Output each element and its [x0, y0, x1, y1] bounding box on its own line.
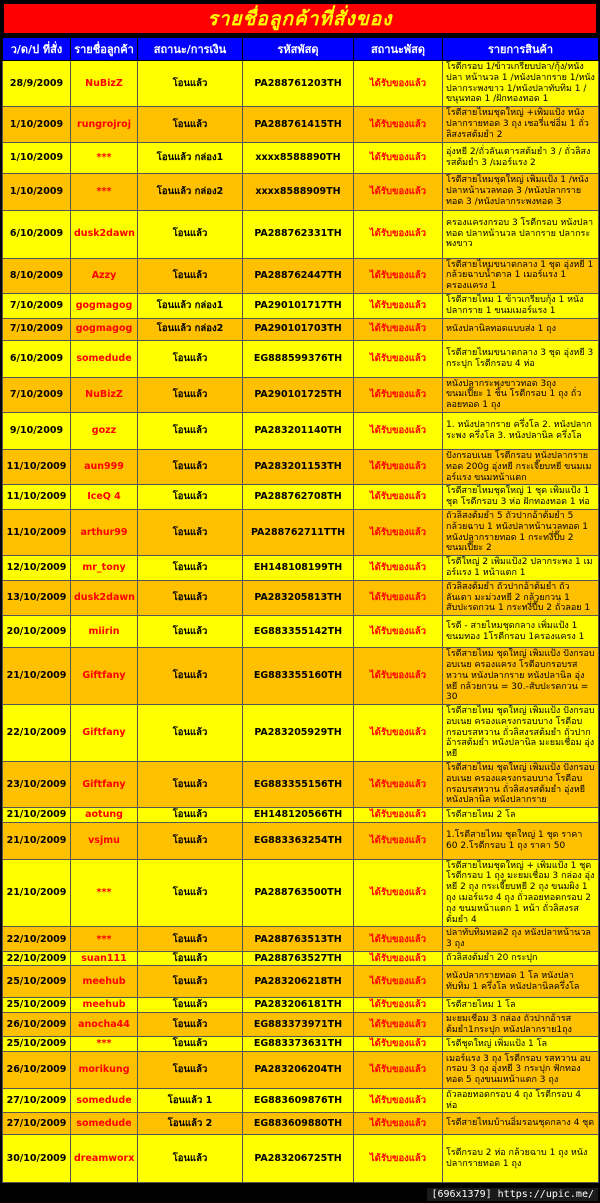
cell-customer: Azzy [71, 258, 138, 293]
cell-customer: Giftfany [71, 705, 138, 762]
cell-items: โรตีสายไหมชุดใหญ่ 1 ชุด เพิ่มแป้ง 1 ชุด โรตีกรอบ 3 ห่อ ฝักทองทอด 1 ห่อ [443, 485, 599, 510]
cell-date: 27/10/2009 [3, 1088, 71, 1113]
cell-items: โรตีชุดใหญ่ เพิ่มแป้ง 1 โล [443, 1037, 599, 1051]
cell-parcel-status: ได้รับของแล้ว [354, 927, 443, 952]
cell-parcel-status: ได้รับของแล้ว [354, 966, 443, 998]
cell-date: 27/10/2009 [3, 1113, 71, 1135]
cell-items: หนังปลานิลทอดแบบส่ง 1 ถุง [443, 318, 599, 340]
col-header-items: รายการสินค้า [443, 38, 599, 61]
cell-customer: aotung [71, 808, 138, 822]
cell-parcel-status: ได้รับของแล้ว [354, 1051, 443, 1088]
cell-parcel-status: ได้รับของแล้ว [354, 412, 443, 449]
cell-date: 1/10/2009 [3, 142, 71, 173]
cell-parcel-status: ได้รับของแล้ว [354, 142, 443, 173]
cell-date: 25/10/2009 [3, 966, 71, 998]
cell-customer: gogmagog [71, 293, 138, 318]
cell-payment-status: โอนแล้ว [138, 966, 243, 998]
cell-items: โรตีสายไหมขนาดกลาง 1 ชุด อุ่งหยี 1 กล้วยฉาบน้ำตาล 1 เมอร์แรง 1 ครองแครง 1 [443, 258, 599, 293]
table-row [3, 412, 599, 449]
table-row [3, 556, 599, 581]
cell-tracking-number: EG883355156TH [243, 762, 354, 808]
cell-tracking-number: PA283205929TH [243, 705, 354, 762]
table-row [3, 705, 599, 762]
cell-customer: gogmagog [71, 318, 138, 340]
col-header-tracking: รหัสพัสดุ [243, 38, 354, 61]
table-row [3, 61, 599, 107]
cell-parcel-status: ได้รับของแล้ว [354, 1135, 443, 1183]
table-row [3, 580, 599, 615]
cell-items: โรตีสายไหม ชุดใหญ่ เพิ่มแป้ง ปังกรอบอบเนย ครองแครง โรตีอบกรอบรสหวาน หนังปลากราย หนังปลานิล อุ่งหยี กล้วยกวน = 30.-สับปะรดกวน = 30 [443, 648, 599, 705]
cell-date: 26/10/2009 [3, 1051, 71, 1088]
cell-date: 11/10/2009 [3, 449, 71, 484]
cell-tracking-number: PA283206204TH [243, 1051, 354, 1088]
cell-payment-status: โอนแล้ว กล่อง2 [138, 318, 243, 340]
cell-customer: Giftfany [71, 762, 138, 808]
cell-tracking-number: PA283201153TH [243, 449, 354, 484]
table-row [3, 1051, 599, 1088]
table-row [3, 1113, 599, 1135]
cell-date: 6/10/2009 [3, 210, 71, 258]
cell-tracking-number: PA288761203TH [243, 61, 354, 107]
table-row [3, 318, 599, 340]
cell-tracking-number: PA288762711TTH [243, 509, 354, 555]
cell-date: 28/9/2009 [3, 61, 71, 107]
image-host-footer: [696x1379] https://upic.me/ [427, 1188, 598, 1201]
cell-customer: anocha44 [71, 1012, 138, 1037]
cell-customer: IceQ 4 [71, 485, 138, 510]
cell-items: เมอร์แรง 3 ถุง โรตีกรอบ รสหวาน อบกรอบ 3 ถุง อุ่งหยี 3 กระปุก ฟักทองทอด 5 ถุงขนมหน้าแตก 3 ถุง [443, 1051, 599, 1088]
cell-items: ถั่วลิสงต้มยำ ถั่วปากอ้าต้มยำ ถั่วลันเตา มะม่วงหยี 2 กล้วยกวน 1 สับปะรดกวน 1 กระทงี่ปี๊บ 2 ถั่วลอย 1 [443, 580, 599, 615]
table-row [3, 293, 599, 318]
cell-payment-status: โอนแล้ว กล่อง2 [138, 173, 243, 210]
cell-date: 13/10/2009 [3, 580, 71, 615]
table-row [3, 859, 599, 927]
cell-date: 21/10/2009 [3, 808, 71, 822]
cell-payment-status: โอนแล้ว [138, 1037, 243, 1051]
table-row [3, 509, 599, 555]
cell-items: โรตีสายไหม ชุดใหญ่ เพิ่มแป้ง ปังกรอบอบเนย ครองแครงกรอบบาง โรตีอบกรอบรสหวาน ถั่วลิสงรสต้มยำ ถั่วปากอ้ารสต้มยำ หนังปลานิล มะยมเชื่อม อุ่งหยี [443, 705, 599, 762]
cell-payment-status: โอนแล้ว [138, 377, 243, 412]
cell-tracking-number: PA290101725TH [243, 377, 354, 412]
cell-date: 21/10/2009 [3, 859, 71, 927]
cell-parcel-status: ได้รับของแล้ว [354, 377, 443, 412]
cell-customer: *** [71, 1037, 138, 1051]
cell-items: โรตีใหญ่ 2 เพิ่มแป้ง2 ปลากระพง 1 เมอร์แรง 1 หน้าแตก 1 [443, 556, 599, 581]
cell-tracking-number: PA290101717TH [243, 293, 354, 318]
table-row [3, 998, 599, 1012]
cell-parcel-status: ได้รับของแล้ว [354, 822, 443, 859]
cell-customer: Giftfany [71, 648, 138, 705]
cell-items: ถั่วลิสงต้มยำ 20 กระปุก [443, 952, 599, 966]
cell-customer: *** [71, 173, 138, 210]
cell-date: 25/10/2009 [3, 1037, 71, 1051]
cell-parcel-status: ได้รับของแล้ว [354, 762, 443, 808]
cell-items: ปลาทับทิมทอด2 ถุง หนังปลาหน้านวล 3 ถุง [443, 927, 599, 952]
cell-parcel-status: ได้รับของแล้ว [354, 580, 443, 615]
table-row [3, 648, 599, 705]
cell-tracking-number: EG883373631TH [243, 1037, 354, 1051]
cell-parcel-status: ได้รับของแล้ว [354, 173, 443, 210]
cell-payment-status: โอนแล้ว [138, 859, 243, 927]
orders-table [2, 37, 599, 1183]
cell-items: โรตีกรอบ 1/ข้าวเกรียบปลา/กุ้ง/หนังปลา หน้านวล 1 /หนังปลากราย 1/หนังปลากระพงขาว 1/หนังปลาทับทิม 1 /ขนุนทอด 1 /ฝักทองทอด 1 [443, 61, 599, 107]
cell-items: โรตีสายไหมชุดใหญ่ + เพิ่มแป้ง 1 ชุด โรตีกรอบ 1 ถุง มะยมเชื่อม 3 กล่อง อุ่งหยี 2 ถุง กระเจี๊ยบหยี 2 ถุง ขนมผิง 1 ถุง เมอร์แรง 4 ถุง ถั่วลอยทอดกรอบ 2 ถุง ขนมหน้าแตก 1 หน้า ถั่วลิสงรสต้มยำ 4 [443, 859, 599, 927]
cell-tracking-number: PA290101703TH [243, 318, 354, 340]
cell-parcel-status: ได้รับของแล้ว [354, 1037, 443, 1051]
cell-payment-status: โอนแล้ว [138, 648, 243, 705]
cell-payment-status: โอนแล้ว [138, 616, 243, 648]
table-row [3, 952, 599, 966]
table-row [3, 340, 599, 377]
table-body [3, 61, 599, 1183]
cell-payment-status: โอนแล้ว [138, 107, 243, 142]
cell-customer: NuBizZ [71, 61, 138, 107]
sheet-title: รายชื่อลูกค้าที่สั่งของ [2, 2, 598, 35]
cell-customer: miirin [71, 616, 138, 648]
cell-customer: dusk2dawn [71, 580, 138, 615]
cell-parcel-status: ได้รับของแล้ว [354, 1113, 443, 1135]
cell-customer: dreamworx [71, 1135, 138, 1183]
table-row [3, 107, 599, 142]
cell-tracking-number: xxxx8588890TH [243, 142, 354, 173]
cell-parcel-status: ได้รับของแล้ว [354, 998, 443, 1012]
cell-date: 1/10/2009 [3, 107, 71, 142]
cell-parcel-status: ได้รับของแล้ว [354, 952, 443, 966]
cell-tracking-number: PA283206725TH [243, 1135, 354, 1183]
table-row [3, 210, 599, 258]
cell-parcel-status: ได้รับของแล้ว [354, 258, 443, 293]
cell-parcel-status: ได้รับของแล้ว [354, 616, 443, 648]
cell-payment-status: โอนแล้ว [138, 952, 243, 966]
table-row [3, 173, 599, 210]
cell-payment-status: โอนแล้ว [138, 705, 243, 762]
cell-parcel-status: ได้รับของแล้ว [354, 340, 443, 377]
table-row [3, 1012, 599, 1037]
table-row [3, 808, 599, 822]
cell-tracking-number: EG883609876TH [243, 1088, 354, 1113]
cell-payment-status: โอนแล้ว [138, 449, 243, 484]
cell-items: โรตีสายไหม 1 ข้าวเกรียบกุ้ง 1 หนังปลากราย 1 ขนมเมอร์แรง 1 [443, 293, 599, 318]
cell-date: 8/10/2009 [3, 258, 71, 293]
cell-payment-status: โอนแล้ว 1 [138, 1088, 243, 1113]
cell-customer: somedude [71, 340, 138, 377]
cell-date: 23/10/2009 [3, 762, 71, 808]
cell-date: 7/10/2009 [3, 293, 71, 318]
cell-parcel-status: ได้รับของแล้ว [354, 107, 443, 142]
cell-tracking-number: PA288763527TH [243, 952, 354, 966]
cell-tracking-number: EH148120566TH [243, 808, 354, 822]
cell-parcel-status: ได้รับของแล้ว [354, 293, 443, 318]
cell-payment-status: โอนแล้ว [138, 808, 243, 822]
cell-payment-status: โอนแล้ว [138, 1051, 243, 1088]
cell-parcel-status: ได้รับของแล้ว [354, 509, 443, 555]
cell-date: 25/10/2009 [3, 998, 71, 1012]
cell-parcel-status: ได้รับของแล้ว [354, 705, 443, 762]
cell-tracking-number: EG883373971TH [243, 1012, 354, 1037]
table-row [3, 1088, 599, 1113]
cell-customer: aun999 [71, 449, 138, 484]
cell-parcel-status: ได้รับของแล้ว [354, 1088, 443, 1113]
cell-payment-status: โอนแล้ว [138, 509, 243, 555]
cell-payment-status: โอนแล้ว [138, 998, 243, 1012]
cell-tracking-number: EG883609880TH [243, 1113, 354, 1135]
cell-date: 22/10/2009 [3, 927, 71, 952]
cell-date: 22/10/2009 [3, 705, 71, 762]
cell-items: โรตีสายไหม 1 โล [443, 998, 599, 1012]
cell-payment-status: โอนแล้ว [138, 412, 243, 449]
cell-items: ปังกรอบเนย โรตีกรอบ หนังปลากรายทอด 200g อุ่งหยี กระเจี๊ยบหยี ขนมเมอร์แรง ขนมหน้าแตก [443, 449, 599, 484]
cell-date: 9/10/2009 [3, 412, 71, 449]
cell-tracking-number: EH148108199TH [243, 556, 354, 581]
cell-items: โรตีกรอบ 2 ห่อ กล้วยฉาบ 1 ถุง หนังปลากรายทอด 1 ถุง [443, 1135, 599, 1183]
cell-payment-status: โอนแล้ว [138, 822, 243, 859]
cell-items: โรตีสายไหม 2 โล [443, 808, 599, 822]
cell-tracking-number: PA288762447TH [243, 258, 354, 293]
cell-parcel-status: ได้รับของแล้ว [354, 556, 443, 581]
table-row [3, 449, 599, 484]
table-row [3, 1135, 599, 1183]
cell-tracking-number: PA283201140TH [243, 412, 354, 449]
cell-items: 1. หนังปลากราย ครึ่งโล 2. หนังปลากระพง ครึ่งโล 3. หนังปลานิล ครึ่งโล [443, 412, 599, 449]
table-row [3, 258, 599, 293]
cell-payment-status: โอนแล้ว [138, 1135, 243, 1183]
cell-payment-status: โอนแล้ว [138, 1012, 243, 1037]
cell-date: 26/10/2009 [3, 1012, 71, 1037]
cell-customer: somedude [71, 1088, 138, 1113]
cell-parcel-status: ได้รับของแล้ว [354, 1012, 443, 1037]
cell-customer: mr_tony [71, 556, 138, 581]
cell-customer: arthur99 [71, 509, 138, 555]
cell-date: 20/10/2009 [3, 616, 71, 648]
cell-parcel-status: ได้รับของแล้ว [354, 808, 443, 822]
cell-tracking-number: EG888599376TH [243, 340, 354, 377]
cell-date: 11/10/2009 [3, 509, 71, 555]
cell-items: โรตีสายไหม ชุดใหญ่ เพิ่มแป้ง ปังกรอบอบเนย ครองแครงกรอบบาง โรตีอบกรอบรสหวาน ถั่วลิสงรสต้มยำ อุ่งหยี หนังปลานิล หนังปลากราย [443, 762, 599, 808]
cell-customer: meehub [71, 966, 138, 998]
cell-customer: gozz [71, 412, 138, 449]
cell-customer: suan111 [71, 952, 138, 966]
cell-items: 1.โรตีสายไหม ชุดใหญ่ 1 ชุด ราคา 60 2.โรตีกรอบ 1 ถุง ราคา 50 [443, 822, 599, 859]
cell-date: 7/10/2009 [3, 377, 71, 412]
cell-customer: somedude [71, 1113, 138, 1135]
cell-tracking-number: xxxx8588909TH [243, 173, 354, 210]
table-row [3, 616, 599, 648]
cell-payment-status: โอนแล้ว [138, 210, 243, 258]
cell-date: 1/10/2009 [3, 173, 71, 210]
col-header-payment-status: สถานะ/การเงิน [138, 38, 243, 61]
cell-payment-status: โอนแล้ว [138, 927, 243, 952]
cell-tracking-number: PA288761415TH [243, 107, 354, 142]
cell-parcel-status: ได้รับของแล้ว [354, 318, 443, 340]
cell-tracking-number: PA288762331TH [243, 210, 354, 258]
col-header-parcel-status: สถานะพัสดุ [354, 38, 443, 61]
table-row [3, 966, 599, 998]
cell-tracking-number: EG883355160TH [243, 648, 354, 705]
table-row [3, 927, 599, 952]
cell-items: หนังปลากรายทอด 1 โล หนังปลาทับทิม 1 ครึ่งโล หนังปลานิลครึ่งโล [443, 966, 599, 998]
cell-customer: dusk2dawn [71, 210, 138, 258]
cell-items: หนังปลากระพงขาวทอด 3ถุง ขนมเปี๊ยะ 1 ชิ้น โรตีกรอบ 1 ถุง ถั่วลอยทอด 1 ถุง [443, 377, 599, 412]
cell-customer: *** [71, 859, 138, 927]
cell-customer: NuBizZ [71, 377, 138, 412]
table-header-row [3, 38, 599, 61]
cell-payment-status: โอนแล้ว [138, 556, 243, 581]
cell-customer: *** [71, 142, 138, 173]
cell-customer: vsjmu [71, 822, 138, 859]
cell-tracking-number: EG883363254TH [243, 822, 354, 859]
cell-payment-status: โอนแล้ว กล่อง1 [138, 142, 243, 173]
cell-payment-status: โอนแล้ว [138, 762, 243, 808]
cell-customer: rungrojroj [71, 107, 138, 142]
cell-date: 21/10/2009 [3, 822, 71, 859]
cell-items: ถั่วลอยทอดกรอบ 4 ถุง โรตีกรอบ 4 ห่อ [443, 1088, 599, 1113]
cell-tracking-number: PA283206181TH [243, 998, 354, 1012]
cell-date: 30/10/2009 [3, 1135, 71, 1183]
cell-tracking-number: PA283205813TH [243, 580, 354, 615]
cell-payment-status: โอนแล้ว [138, 485, 243, 510]
cell-date: 22/10/2009 [3, 952, 71, 966]
cell-parcel-status: ได้รับของแล้ว [354, 61, 443, 107]
cell-payment-status: โอนแล้ว กล่อง1 [138, 293, 243, 318]
cell-items: มะยมเชื่อม 3 กล่อง ถั่วปากอ้ารสต้มยำ1กระปุก หนังปลากราย1ถุง [443, 1012, 599, 1037]
cell-customer: *** [71, 927, 138, 952]
table-row [3, 377, 599, 412]
cell-customer: morikung [71, 1051, 138, 1088]
cell-date: 7/10/2009 [3, 318, 71, 340]
cell-customer: meehub [71, 998, 138, 1012]
cell-tracking-number: PA288763513TH [243, 927, 354, 952]
cell-parcel-status: ได้รับของแล้ว [354, 648, 443, 705]
cell-items: ถั่วลิสงต้มยำ 5 ถั่วปากอ้าต้มยำ 5 กล้วยฉาบ 1 หนังปลาหน้านวลทอด 1 หนังปลากรายทอด 1 กระทงี่ปี๊บ 2 ขนมเปี๊ยะ 2 [443, 509, 599, 555]
cell-parcel-status: ได้รับของแล้ว [354, 449, 443, 484]
cell-items: โรตีสายไหมขนาดกลาง 3 ชุด อุ่งหยี 3 กระปุก โรตีกรอบ 4 ห่อ [443, 340, 599, 377]
table-row [3, 485, 599, 510]
cell-items: ครองแครงกรอบ 3 โรตีกรอบ หนังปลาทอด ปลาหน้านวล ปลากราย ปลากระพงขาว [443, 210, 599, 258]
table-row [3, 762, 599, 808]
cell-items: โรตีสายไหมชุดใหญ่ เพิ่มแป้ง 1 /หนังปลาหน้านวลทอด 3 /หนังปลากรายทอด 3 /หนังปลากระพงทอด 3 [443, 173, 599, 210]
cell-payment-status: โอนแล้ว [138, 340, 243, 377]
cell-items: โรตีสายไหมบ้านอิ่มรอนชุดกลาง 4 ชุด [443, 1113, 599, 1135]
cell-tracking-number: PA288763500TH [243, 859, 354, 927]
cell-parcel-status: ได้รับของแล้ว [354, 210, 443, 258]
cell-tracking-number: PA283206218TH [243, 966, 354, 998]
cell-items: โรตีสายไหมชุดใหญ่ +เพิ่มแป้ง หนังปลากรายทอด 3 ถุง เชอรี่แช่อิ่ม 1 ถั่วลิสงรสต้มยำ 2 [443, 107, 599, 142]
cell-date: 12/10/2009 [3, 556, 71, 581]
table-row [3, 1037, 599, 1051]
table-row [3, 822, 599, 859]
col-header-date: ว/ด/ป ที่สั่ง [3, 38, 71, 61]
cell-items: โรตี - สายไหมชุดกลาง เพิ่มแป้ง 1 ขนมทอง 1โรตีกรอบ 1ครองแครง 1 [443, 616, 599, 648]
table-row [3, 142, 599, 173]
cell-payment-status: โอนแล้ว 2 [138, 1113, 243, 1135]
cell-date: 6/10/2009 [3, 340, 71, 377]
cell-date: 21/10/2009 [3, 648, 71, 705]
cell-items: อุ่งหยี 2/ถั่วลันเตารสต้มยำ 3 / ถั่วลิสงรสต้มยำ 3 /เมอร์แรง 2 [443, 142, 599, 173]
cell-tracking-number: EG883355142TH [243, 616, 354, 648]
cell-payment-status: โอนแล้ว [138, 61, 243, 107]
cell-payment-status: โอนแล้ว [138, 580, 243, 615]
col-header-customer: รายชื่อลูกค้า [71, 38, 138, 61]
cell-tracking-number: PA288762708TH [243, 485, 354, 510]
cell-payment-status: โอนแล้ว [138, 258, 243, 293]
cell-date: 11/10/2009 [3, 485, 71, 510]
cell-parcel-status: ได้รับของแล้ว [354, 485, 443, 510]
cell-parcel-status: ได้รับของแล้ว [354, 859, 443, 927]
